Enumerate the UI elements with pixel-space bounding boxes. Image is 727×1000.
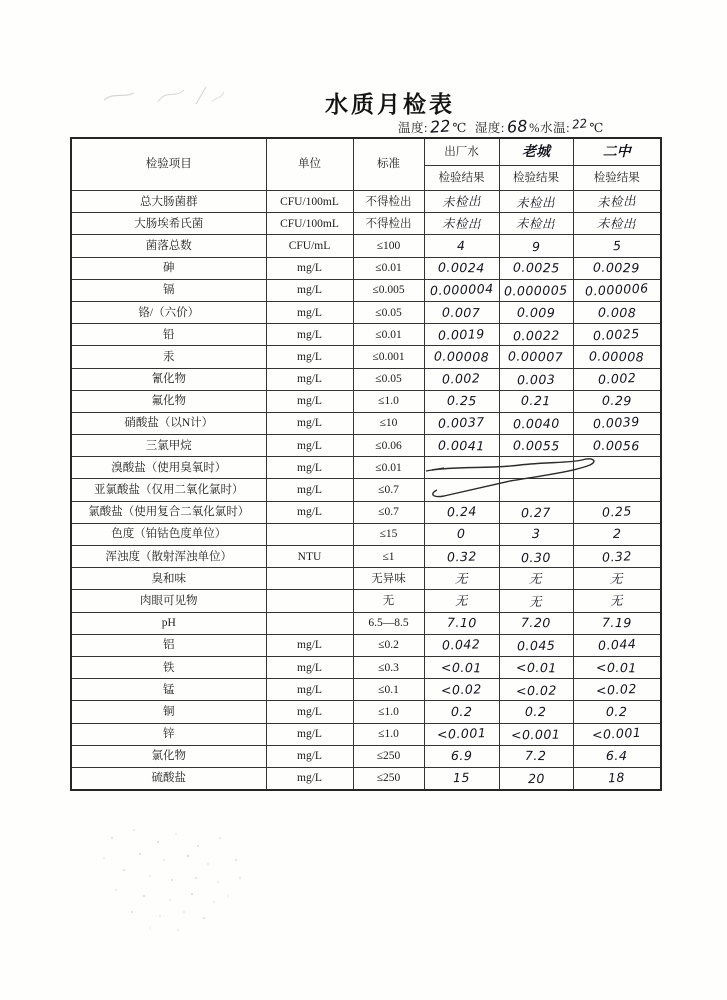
standard-cell: ≤0.01 [353, 457, 424, 479]
unit-cell: mg/L [266, 368, 353, 390]
standard-cell: ≤0.06 [353, 435, 424, 457]
unit-cell: mg/L [266, 324, 353, 346]
result-value: <0.02 [440, 680, 483, 698]
result-value: 0.0041 [437, 437, 486, 454]
humidity-label: 湿度: [474, 121, 505, 135]
table-row [71, 390, 661, 412]
table-row [71, 346, 661, 368]
result-value: 0.21 [520, 392, 552, 409]
humidity-unit: % [529, 121, 541, 135]
standard-cell: ≤0.1 [353, 679, 424, 701]
result-value: <0.01 [440, 659, 483, 675]
unit-cell: mg/L [266, 767, 353, 790]
result-cell-laocheng [499, 191, 573, 213]
item-cell: 砷 [71, 257, 266, 279]
result-value: 0.0022 [512, 327, 560, 344]
humidity-value: 68 [506, 116, 528, 137]
location-label: 出厂水 [444, 145, 479, 158]
result-cell-erzhong [573, 568, 661, 590]
water-quality-table [70, 137, 662, 791]
standard-cell: 6.5—8.5 [353, 612, 424, 634]
result-cell-laocheng [499, 701, 573, 723]
temperature-unit: ℃ [452, 121, 467, 135]
result-cell-laocheng [499, 679, 573, 701]
result-cell-chuchangshui [424, 191, 499, 213]
result-value: 未检出 [596, 192, 637, 210]
result-value: 15 [452, 770, 471, 786]
table-row [71, 324, 661, 346]
scan-speckles [80, 820, 280, 940]
table-row [71, 501, 661, 523]
standard-cell: ≤1 [353, 546, 424, 568]
result-cell-laocheng [499, 479, 573, 501]
water-temp-label: 水温: [540, 121, 571, 135]
result-value: 未检出 [441, 215, 482, 232]
result-cell-erzhong [573, 235, 661, 257]
table-header [71, 138, 661, 191]
result-value: 3 [531, 526, 541, 542]
result-cell-chuchangshui [424, 656, 499, 678]
result-value: <0.001 [511, 726, 561, 743]
result-cell-erzhong [573, 590, 661, 612]
result-cell-erzhong [573, 479, 661, 501]
item-cell: 汞 [71, 346, 266, 368]
result-value: 0.000004 [429, 281, 494, 299]
result-cell-laocheng [499, 346, 573, 368]
result-value: 0.0019 [437, 325, 486, 343]
result-cell-erzhong [573, 301, 661, 323]
result-value: 未检出 [441, 192, 482, 210]
table-row [71, 435, 661, 457]
result-cell-laocheng [499, 390, 573, 412]
result-cell-erzhong [573, 435, 661, 457]
result-value: <0.001 [436, 725, 487, 742]
unit-cell: mg/L [266, 701, 353, 723]
unit-cell: mg/L [266, 279, 353, 301]
item-cell: 氟化物 [71, 390, 266, 412]
result-value: 0.2 [450, 703, 473, 720]
standard-cell: 不得检出 [353, 191, 424, 213]
table-row [71, 634, 661, 656]
result-cell-laocheng [499, 590, 573, 612]
result-value: 0.0039 [593, 414, 641, 432]
result-cell-chuchangshui [424, 679, 499, 701]
standard-cell: ≤0.05 [353, 301, 424, 323]
result-cell-laocheng [499, 368, 573, 390]
result-cell-erzhong [573, 523, 661, 545]
header-location-erzhong [573, 138, 661, 166]
standard-cell: ≤0.01 [353, 324, 424, 346]
result-cell-erzhong [573, 634, 661, 656]
standard-cell: ≤250 [353, 745, 424, 767]
table-row [71, 279, 661, 301]
result-value: 无 [454, 570, 469, 586]
location-label-handwritten: 二中 [602, 143, 631, 160]
item-cell: 臭和味 [71, 568, 266, 590]
result-cell-chuchangshui [424, 457, 499, 479]
standard-cell: ≤0.3 [353, 656, 424, 678]
result-value: 20 [527, 771, 545, 787]
table-row [71, 191, 661, 213]
unit-cell [266, 568, 353, 590]
table-row [71, 656, 661, 678]
result-value: 0.0025 [593, 325, 641, 343]
unit-cell: mg/L [266, 412, 353, 434]
standard-cell: ≤1.0 [353, 390, 424, 412]
result-value: 0.002 [442, 370, 481, 387]
result-value: <0.01 [596, 659, 638, 675]
result-value: 无 [454, 592, 469, 609]
result-cell-laocheng [499, 745, 573, 767]
result-value: 7.20 [520, 614, 552, 631]
standard-cell: 无异味 [353, 568, 424, 590]
result-value: 4 [457, 237, 466, 254]
result-cell-chuchangshui [424, 257, 499, 279]
result-cell-laocheng [499, 723, 573, 745]
result-value: 0.27 [520, 504, 552, 521]
item-cell: 大肠埃希氏菌 [71, 213, 266, 235]
result-cell-chuchangshui [424, 723, 499, 745]
item-cell: 锌 [71, 723, 266, 745]
result-value: 9 [531, 238, 541, 255]
result-value: 0 [457, 526, 466, 542]
result-cell-erzhong [573, 501, 661, 523]
header-result-3: 检验结果 [573, 166, 661, 191]
result-value: 0.0024 [437, 259, 486, 276]
table-row [71, 745, 661, 767]
water-temp-unit: ℃ [589, 121, 604, 135]
result-value: 0.008 [597, 304, 637, 320]
unit-cell: mg/L [266, 301, 353, 323]
result-cell-erzhong [573, 412, 661, 434]
standard-cell: ≤0.001 [353, 346, 424, 368]
result-cell-erzhong [573, 679, 661, 701]
result-value: 0.00008 [589, 348, 645, 365]
result-cell-chuchangshui [424, 590, 499, 612]
header-location-laocheng [499, 138, 573, 166]
unit-cell: CFU/100mL [266, 213, 353, 235]
location-label-handwritten: 老城 [522, 143, 550, 160]
result-value: 0.0029 [593, 259, 641, 276]
item-cell: 硫酸盐 [71, 767, 266, 790]
result-value: 无 [529, 593, 543, 610]
table-row [71, 301, 661, 323]
unit-cell: mg/L [266, 679, 353, 701]
standard-cell: ≤15 [353, 523, 424, 545]
item-cell: 菌落总数 [71, 235, 266, 257]
result-cell-chuchangshui [424, 279, 499, 301]
standard-cell: ≤0.7 [353, 479, 424, 501]
result-cell-laocheng [499, 634, 573, 656]
item-cell: 总大肠菌群 [71, 191, 266, 213]
result-value: 0.007 [442, 304, 481, 320]
result-cell-laocheng [499, 656, 573, 678]
result-value: 0.009 [516, 304, 556, 320]
result-cell-erzhong [573, 723, 661, 745]
item-cell: 氯酸盐（使用复合二氧化氯时） [71, 501, 266, 523]
result-cell-chuchangshui [424, 390, 499, 412]
unit-cell [266, 612, 353, 634]
item-cell: 锰 [71, 679, 266, 701]
item-cell: 硝酸盐（以N计） [71, 412, 266, 434]
result-cell-erzhong [573, 612, 661, 634]
result-value: 0.24 [446, 503, 477, 520]
result-cell-laocheng [499, 457, 573, 479]
water-temp-value: 22 [571, 116, 589, 132]
result-cell-chuchangshui [424, 745, 499, 767]
table-row [71, 457, 661, 479]
unit-cell [266, 590, 353, 612]
result-value: <0.02 [515, 682, 557, 699]
result-cell-laocheng [499, 546, 573, 568]
table-row [71, 412, 661, 434]
item-cell: 铝 [71, 634, 266, 656]
unit-cell: mg/L [266, 634, 353, 656]
result-cell-chuchangshui [424, 479, 499, 501]
result-value: 6.9 [450, 748, 473, 764]
standard-cell: ≤0.01 [353, 257, 424, 279]
result-value: <0.02 [595, 680, 638, 698]
standard-cell: ≤1.0 [353, 723, 424, 745]
table-row [71, 523, 661, 545]
result-cell-chuchangshui [424, 568, 499, 590]
header-location-chuchangshui [424, 138, 499, 166]
result-value: 2 [612, 526, 622, 542]
result-value: 0.29 [601, 392, 632, 409]
result-value: 0.044 [597, 636, 637, 654]
standard-cell: 无 [353, 590, 424, 612]
header-result-1: 检验结果 [424, 166, 499, 191]
result-value: 未检出 [516, 215, 556, 232]
unit-cell: CFU/mL [266, 235, 353, 257]
table-row [71, 546, 661, 568]
result-value: 0.30 [520, 549, 552, 565]
result-value: 0.045 [516, 637, 556, 654]
header-result-2: 检验结果 [499, 166, 573, 191]
result-cell-chuchangshui [424, 501, 499, 523]
result-value: 7.2 [525, 748, 547, 764]
item-cell: pH [71, 612, 266, 634]
item-cell: 三氯甲烷 [71, 435, 266, 457]
result-cell-chuchangshui [424, 368, 499, 390]
result-value: 0.25 [601, 503, 633, 520]
unit-cell: mg/L [266, 479, 353, 501]
unit-cell: CFU/100mL [266, 191, 353, 213]
item-cell: 铜 [71, 701, 266, 723]
unit-cell: mg/L [266, 346, 353, 368]
result-value: 0.003 [516, 371, 556, 388]
result-value: 5 [612, 237, 622, 254]
unit-cell: mg/L [266, 723, 353, 745]
page-title: 水质月检表 [325, 92, 455, 117]
result-value: 未检出 [516, 194, 556, 210]
table-row [71, 213, 661, 235]
result-value: 0.00007 [508, 348, 564, 365]
result-cell-chuchangshui [424, 634, 499, 656]
standard-cell: ≤0.05 [353, 368, 424, 390]
result-value: 18 [607, 770, 626, 786]
temperature-label: 温度: [398, 121, 428, 135]
header-item: 检验项目 [71, 138, 266, 191]
table-row [71, 479, 661, 501]
item-cell: 氯化物 [71, 745, 266, 767]
result-cell-laocheng [499, 324, 573, 346]
result-value: 0.00008 [433, 348, 490, 365]
result-value: 0.2 [525, 703, 547, 720]
unit-cell: mg/L [266, 457, 353, 479]
standard-cell: 不得检出 [353, 213, 424, 235]
unit-cell: mg/L [266, 656, 353, 678]
result-cell-erzhong [573, 701, 661, 723]
table-row [71, 723, 661, 745]
table-row [71, 612, 661, 634]
result-value: 0.0055 [512, 437, 560, 454]
result-cell-erzhong [573, 191, 661, 213]
item-cell: 色度（铂钴色度单位） [71, 523, 266, 545]
item-cell: 铁 [71, 656, 266, 678]
unit-cell: mg/L [266, 390, 353, 412]
table-row [71, 568, 661, 590]
result-value: 0.000006 [584, 280, 649, 299]
result-cell-chuchangshui [424, 324, 499, 346]
result-cell-laocheng [499, 279, 573, 301]
table-row [71, 701, 661, 723]
table-row [71, 235, 661, 257]
table-row [71, 767, 661, 790]
result-cell-laocheng [499, 213, 573, 235]
result-value: 0.2 [605, 703, 628, 720]
result-value: 0.002 [597, 370, 637, 388]
item-cell: 镉 [71, 279, 266, 301]
result-cell-chuchangshui [424, 435, 499, 457]
item-cell: 亚氯酸盐（仅用二氧化氯时） [71, 479, 266, 501]
result-value: 0.0037 [437, 414, 486, 432]
result-cell-chuchangshui [424, 301, 499, 323]
result-cell-laocheng [499, 412, 573, 434]
table-row [71, 590, 661, 612]
result-value: 0.0025 [512, 259, 560, 276]
table-row [71, 679, 661, 701]
unit-cell: mg/L [266, 435, 353, 457]
result-cell-erzhong [573, 346, 661, 368]
result-cell-erzhong [573, 546, 661, 568]
header-unit: 单位 [266, 138, 353, 191]
result-cell-chuchangshui [424, 235, 499, 257]
item-cell: 铅 [71, 324, 266, 346]
table-row [71, 257, 661, 279]
result-cell-laocheng [499, 612, 573, 634]
result-value: 0.25 [446, 392, 477, 409]
table-row [71, 368, 661, 390]
result-cell-erzhong [573, 324, 661, 346]
result-cell-chuchangshui [424, 346, 499, 368]
result-value: 无 [609, 592, 624, 609]
result-cell-laocheng [499, 568, 573, 590]
result-value: 无 [529, 570, 543, 586]
standard-cell: ≤10 [353, 412, 424, 434]
result-cell-laocheng [499, 235, 573, 257]
result-cell-laocheng [499, 767, 573, 790]
result-cell-erzhong [573, 745, 661, 767]
result-cell-chuchangshui [424, 213, 499, 235]
standard-cell: ≤0.005 [353, 279, 424, 301]
result-cell-erzhong [573, 656, 661, 678]
result-cell-laocheng [499, 435, 573, 457]
result-value: 7.19 [601, 614, 632, 631]
standard-cell: ≤0.2 [353, 634, 424, 656]
item-cell: 肉眼可见物 [71, 590, 266, 612]
table-body [71, 191, 661, 791]
result-cell-erzhong [573, 257, 661, 279]
standard-cell: ≤250 [353, 767, 424, 790]
result-value: 0.000005 [504, 282, 568, 299]
result-value: 7.10 [446, 614, 477, 631]
result-cell-erzhong [573, 279, 661, 301]
result-value: 6.4 [605, 748, 628, 764]
header-standard: 标准 [353, 138, 424, 191]
result-cell-chuchangshui [424, 612, 499, 634]
result-value: 无 [610, 570, 624, 586]
result-cell-erzhong [573, 213, 661, 235]
result-cell-laocheng [499, 501, 573, 523]
result-cell-erzhong [573, 457, 661, 479]
result-value: <0.01 [515, 659, 557, 675]
standard-cell: ≤0.7 [353, 501, 424, 523]
result-value: 0.32 [446, 548, 477, 565]
conditions-line [398, 117, 668, 137]
unit-cell: mg/L [266, 745, 353, 767]
item-cell: 浑浊度（散射浑浊单位） [71, 546, 266, 568]
result-cell-chuchangshui [424, 523, 499, 545]
standard-cell: ≤100 [353, 235, 424, 257]
result-value: 0.042 [442, 636, 481, 653]
result-value: 0.0040 [512, 416, 560, 432]
result-cell-laocheng [499, 523, 573, 545]
result-cell-laocheng [499, 301, 573, 323]
result-value: 0.32 [601, 547, 633, 565]
result-value: 0.0056 [593, 437, 641, 454]
item-cell: 氰化物 [71, 368, 266, 390]
result-cell-erzhong [573, 767, 661, 790]
unit-cell: mg/L [266, 257, 353, 279]
result-value: <0.001 [591, 724, 642, 743]
result-cell-chuchangshui [424, 767, 499, 790]
item-cell: 铬/（六价） [71, 301, 266, 323]
unit-cell: mg/L [266, 501, 353, 523]
result-cell-chuchangshui [424, 412, 499, 434]
item-cell: 溴酸盐（使用臭氧时） [71, 457, 266, 479]
result-cell-erzhong [573, 390, 661, 412]
result-value: 未检出 [597, 215, 637, 232]
result-cell-chuchangshui [424, 701, 499, 723]
unit-cell: NTU [266, 546, 353, 568]
unit-cell [266, 523, 353, 545]
result-cell-laocheng [499, 257, 573, 279]
standard-cell: ≤1.0 [353, 701, 424, 723]
temperature-value: 22 [429, 116, 451, 137]
result-cell-chuchangshui [424, 546, 499, 568]
result-cell-erzhong [573, 368, 661, 390]
